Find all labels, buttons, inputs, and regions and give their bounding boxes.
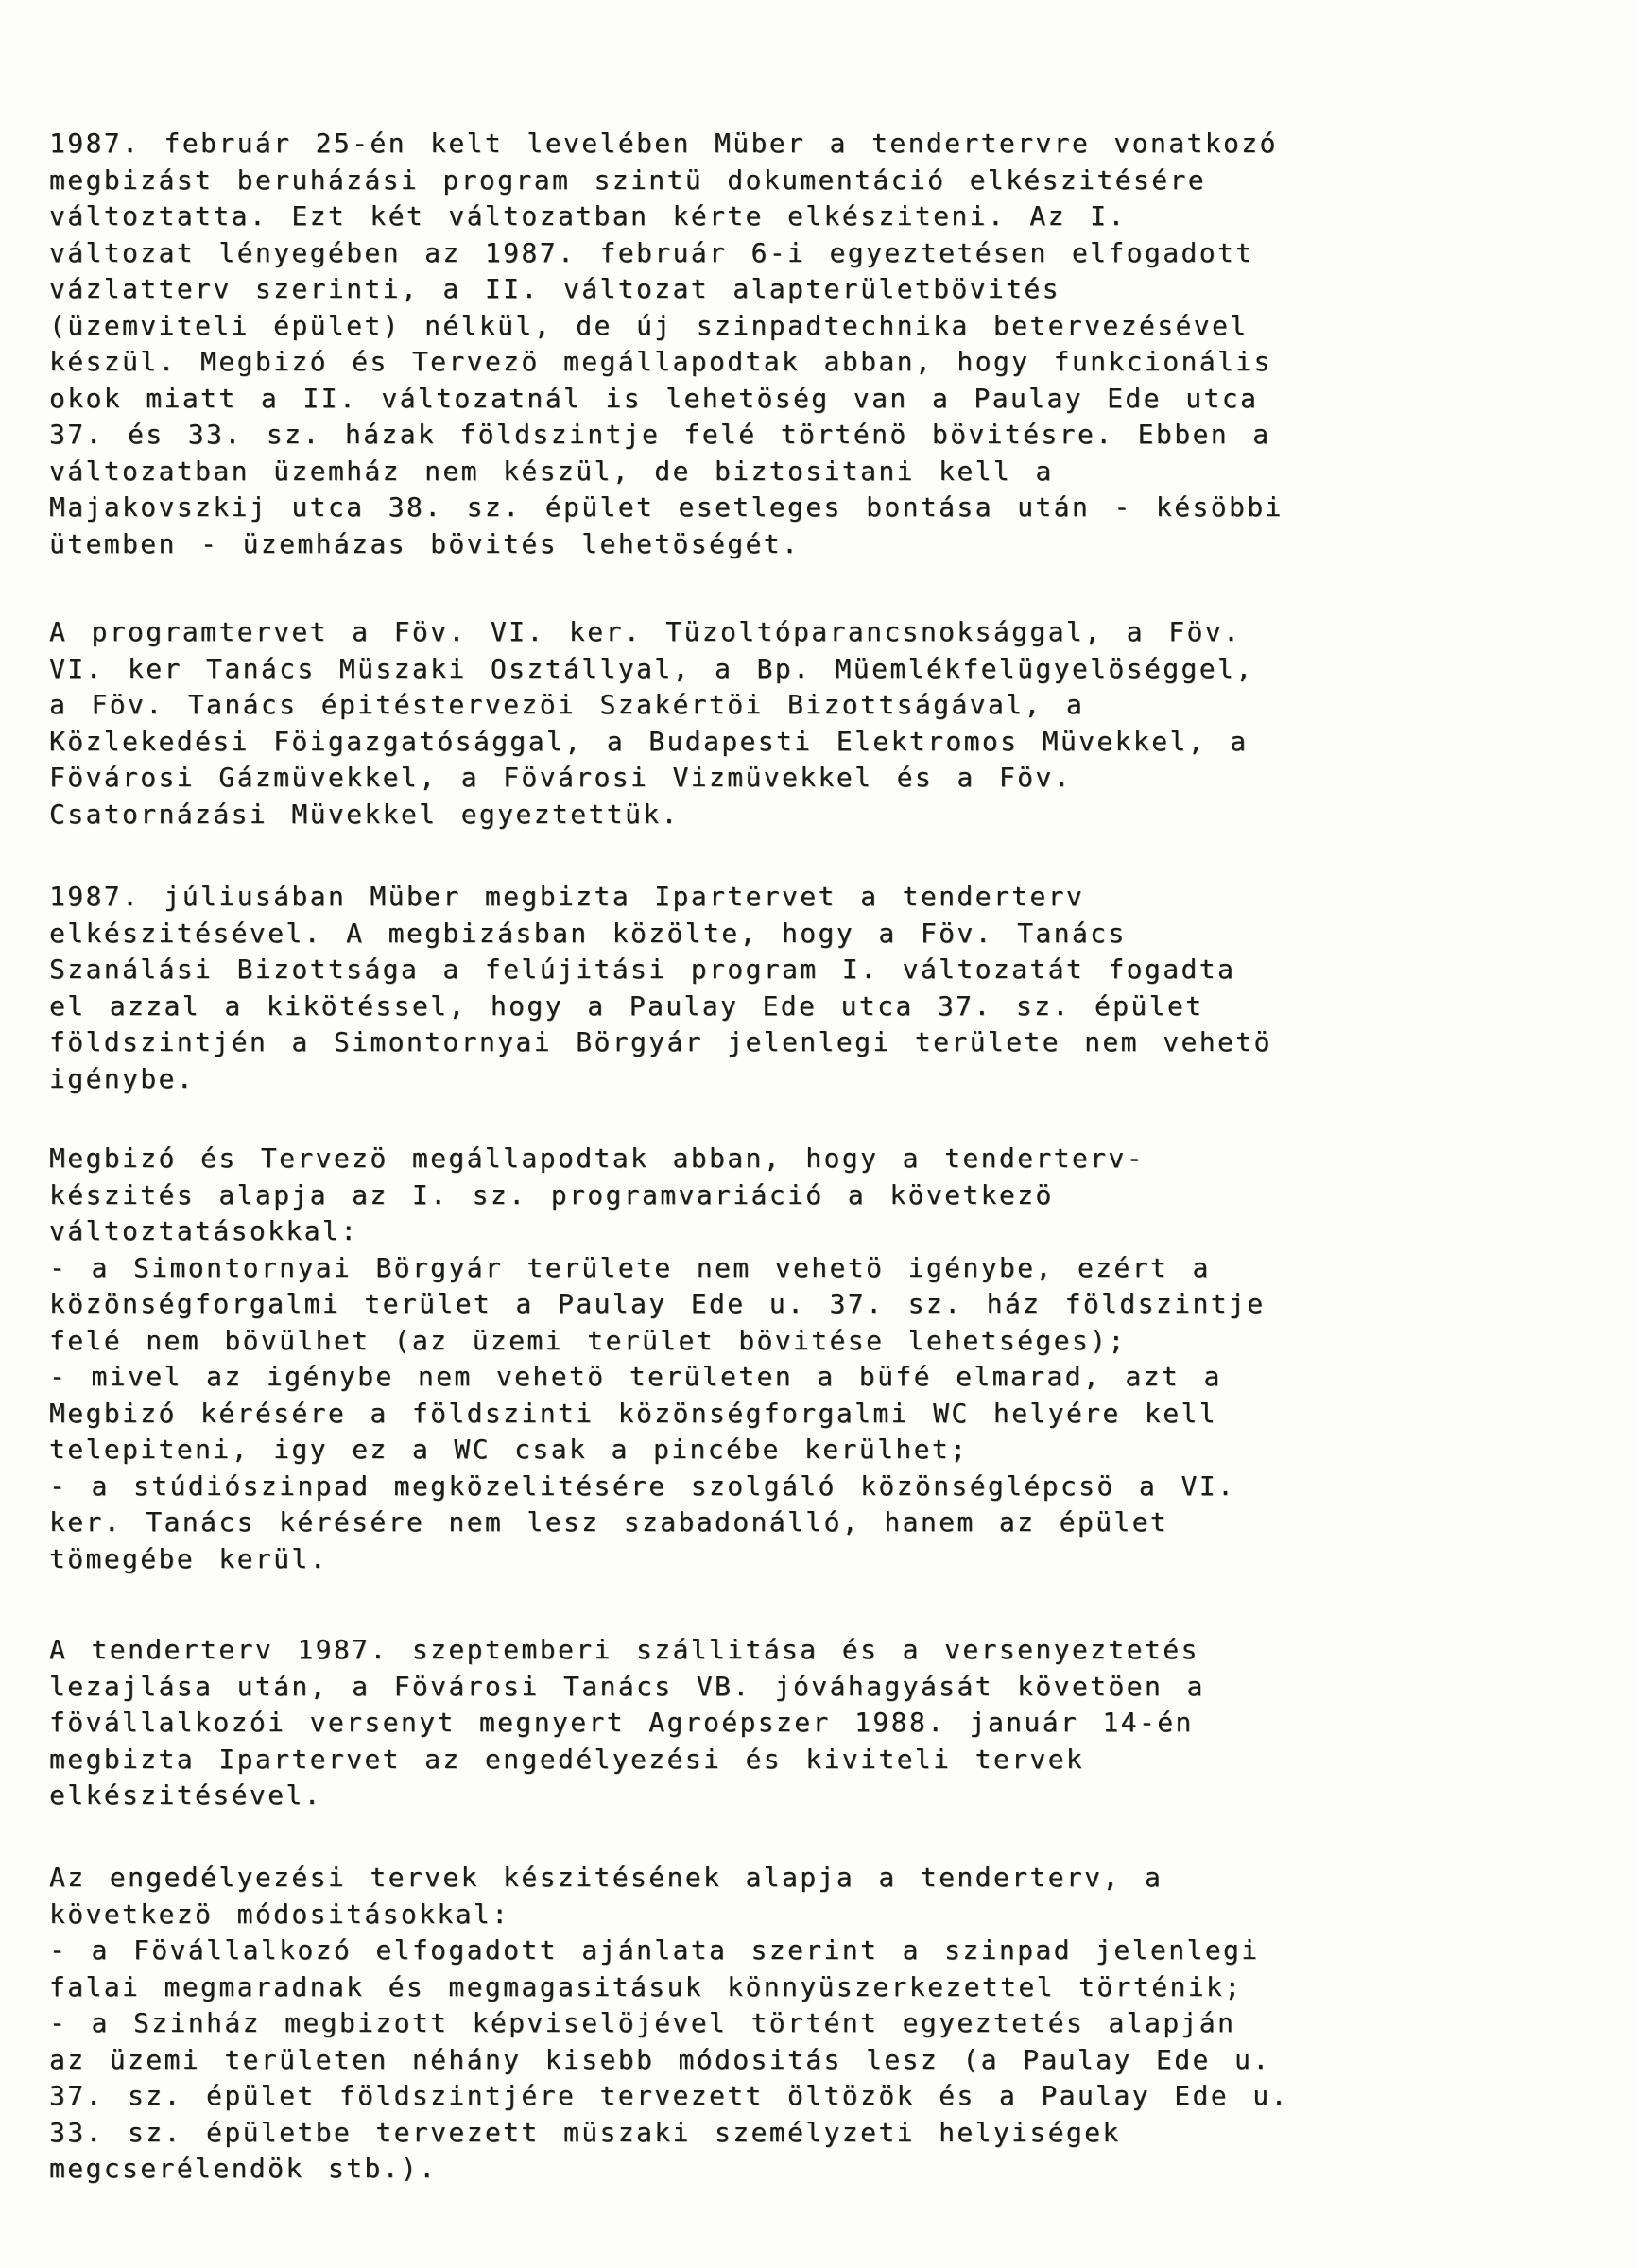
text-line: Megbizó kérésére a földszinti közönségforgalmi WC helyére kell [49, 1397, 1217, 1429]
text-line: - a Fövállalkozó elfogadott ajánlata szerint a szinpad jelenlegi [49, 1934, 1260, 1966]
text-line: - mivel az igénybe nem vehetö területen a büfé elmarad, azt a [49, 1361, 1222, 1392]
paragraph-1 [49, 126, 1542, 562]
text-line: Majakovszkij utca 38. sz. épület esetleges bontása után - késöbbi [49, 491, 1284, 523]
text-line: okok miatt a II. változatnál is lehetöség van a Paulay Ede utca [49, 382, 1259, 414]
text-line: megbizást beruházási program szintü dokumentáció elkészitésére [49, 163, 1206, 196]
paragraph-6 [49, 1860, 1542, 2188]
text-line: lezajlása után, a Fövárosi Tanács VB. jóváhagyását követöen a [49, 1670, 1205, 1702]
text-line: vázlatterv szerinti, a II. változat alapterületbövités [49, 273, 1060, 304]
paragraph-4 [49, 1141, 1542, 1577]
text-line: igénybe. [49, 1062, 196, 1094]
text-line: Az engedélyezési tervek készitésének alapja a tenderterv, a [49, 1862, 1163, 1893]
text-line: telepiteni, igy ez a WC csak a pincébe kerülhet; [49, 1434, 969, 1465]
text-line: megcserélendök stb.). [49, 2153, 438, 2184]
text-line: a Föv. Tanács épitéstervezöi Szakértöi Bizottságával, a [49, 689, 1085, 720]
text-line: felé nem bövülhet (az üzemi terület bövitése lehetséges); [49, 1324, 1127, 1356]
text-line: készül. Megbizó és Tervezö megállapodtak abban, hogy funkcionális [49, 346, 1272, 377]
text-line: - a Szinház megbizott képviselöjével történt egyeztetés alapján [49, 2007, 1236, 2038]
text-line: közönségforgalmi terület a Paulay Ede u. 37. sz. ház földszintje [49, 1288, 1266, 1319]
text-line: A tenderterv 1987. szeptemberi szállitása és a versenyeztetés [49, 1634, 1199, 1665]
text-line: változat lényegében az 1987. február 6-i egyeztetésen elfogadott [49, 236, 1254, 268]
text-line: változatban üzemház nem készül, de biztositani kell a [49, 455, 1054, 487]
text-line: elkészitésével. [49, 1779, 322, 1811]
text-line: Csatornázási Müvekkel egyeztettük. [49, 798, 680, 830]
text-line: VI. ker Tanács Müszaki Osztállyal, a Bp. Müemlékfelügyelöséggel, [49, 652, 1254, 684]
text-line: 33. sz. épületbe tervezett müszaki személyzeti helyiségek [49, 2116, 1121, 2148]
text-line: Fövárosi Gázmüvekkel, a Fövárosi Vizmüvekkel és a Föv. [49, 762, 1072, 793]
text-line: ütemben - üzemházas bövités lehetöségét. [49, 527, 801, 559]
text-line: fövállalkozói versenyt megnyert Agroépszer 1988. január 14-én [49, 1707, 1194, 1738]
text-line: tömegébe kerül. [49, 1542, 328, 1574]
text-line: Közlekedési Föigazgatósággal, a Budapesti Elektromos Müvekkel, a [49, 725, 1249, 757]
text-line: Szanálási Bizottsága a felújitási program I. változatát fogadta [49, 954, 1236, 985]
text-line: Megbizó és Tervezö megállapodtak abban, hogy a tenderterv- [49, 1143, 1145, 1174]
text-line: változtatta. Ezt két változatban kérte elkésziteni. Az I. [49, 200, 1127, 232]
text-line: (üzemviteli épület) nélkül, de új szinpadtechnika betervezésével [49, 309, 1249, 341]
text-line: el azzal a kikötéssel, hogy a Paulay Ede utca 37. sz. épület [49, 989, 1204, 1022]
text-line: 1987. júliusában Müber megbizta Ipartervet a tenderterv [49, 881, 1085, 912]
paragraph-5 [49, 1632, 1542, 1814]
text-line: megbizta Ipartervet az engedélyezési és kiviteli tervek [49, 1743, 1085, 1775]
text-line: 37. és 33. sz. házak földszintje felé történö bövitésre. Ebben a [49, 419, 1271, 450]
text-line: - a stúdiószinpad megközelitésére szolgáló közönséglépcsö a VI. [49, 1469, 1236, 1502]
text-line: földszintjén a Simontornyai Börgyár jelenlegi területe nem vehetö [49, 1026, 1272, 1057]
paragraph-3 [49, 879, 1542, 1097]
text-line: ker. Tanács kérésére nem lesz szabadonálló, hanem az épület [49, 1506, 1169, 1538]
text-line: - a Simontornyai Börgyár területe nem vehetö igénybe, ezért a [49, 1251, 1211, 1283]
text-line: következö módositásokkal: [49, 1898, 510, 1930]
text-line: készités alapja az I. sz. programvariáció a következö [49, 1178, 1054, 1211]
text-line: 37. sz. épület földszintjére tervezett öltözök és a Paulay Ede u. [49, 2080, 1289, 2111]
paragraph-2 [49, 614, 1542, 833]
text-line: az üzemi területen néhány kisebb módositás lesz (a Paulay Ede u. [49, 2043, 1271, 2075]
text-line: A programtervet a Föv. VI. ker. Tüzoltóparancsnoksággal, a Föv. [49, 616, 1242, 647]
text-line: 1987. február 25-én kelt levelében Müber a tendertervre vonatkozó [49, 128, 1278, 159]
text-line: változtatásokkal: [49, 1215, 359, 1246]
text-line: elkészitésével. A megbizásban közölte, hogy a Föv. Tanács [49, 917, 1127, 949]
text-line: falai megmaradnak és megmagasitásuk könnyüszerkezettel történik; [49, 1970, 1243, 2002]
